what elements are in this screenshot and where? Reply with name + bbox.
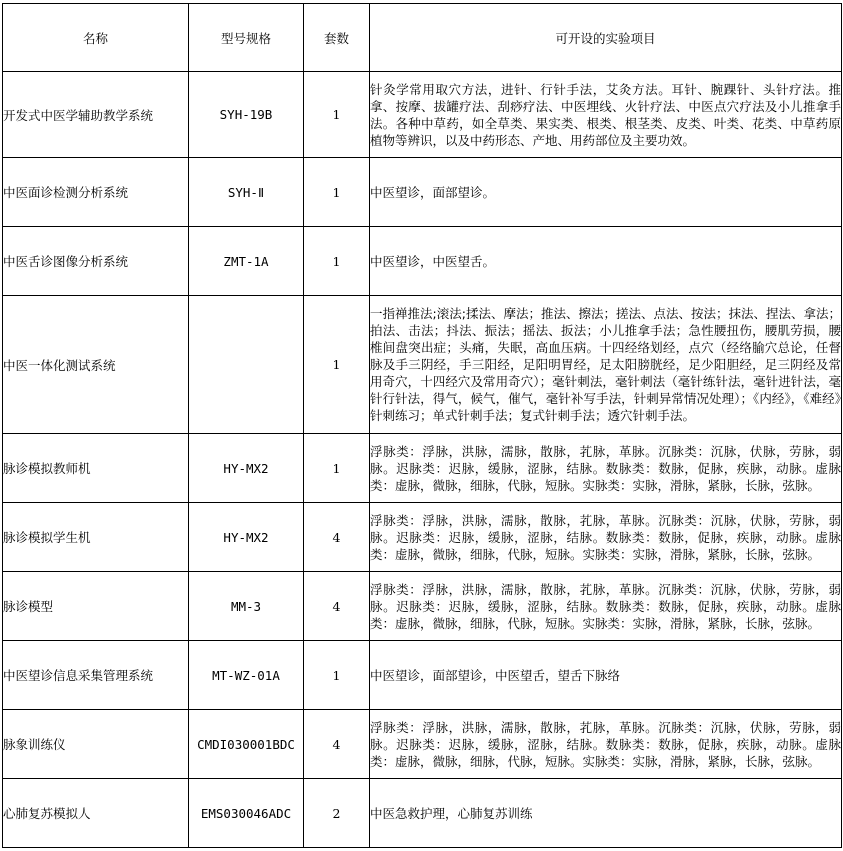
experiment-items: 中医急救护理，心肺复苏训练 (370, 779, 842, 848)
equipment-model: EMS030046ADC (189, 779, 304, 848)
equipment-sets: 4 (304, 710, 370, 779)
equipment-model: SYH-19B (189, 72, 304, 158)
header-row (3, 4, 842, 72)
equipment-sets: 1 (304, 296, 370, 434)
equipment-sets: 4 (304, 503, 370, 572)
table-row (3, 710, 842, 779)
table-row (3, 296, 842, 434)
equipment-sets: 1 (304, 158, 370, 227)
experiment-items: 一指禅推法;滚法;揉法、摩法；推法、擦法；搓法、点法、按法；抹法、捏法、拿法；拍法、击法；抖法、振法；摇法、扳法；小儿推拿手法；急性腰扭伤，腰肌劳损，腰椎间盘突出症；头痛，失眠，高血压病。十四经络划经，点穴（经络腧穴总论，任督脉及手三阴经，手三阳经，足阳明胃经，足太阳膀胱经，足少阳胆经，足三阴经及常用奇穴，十四经穴及常用奇穴）；毫针刺法，毫针刺法（毫针练针法，毫针进针法，毫针行针法，得气，候气，催气，毫针补写手法，针刺异常情况处理）；《内经》，《难经》针刺练习；单式针刺手法；复式针刺手法；透穴针刺手法。 (370, 296, 842, 434)
equipment-sets: 1 (304, 72, 370, 158)
header-name: 名称 (3, 4, 189, 72)
table-row (3, 572, 842, 641)
equipment-name: 中医望诊信息采集管理系统 (3, 641, 189, 710)
equipment-name: 中医面诊检测分析系统 (3, 158, 189, 227)
table-row (3, 434, 842, 503)
equipment-name: 脉象训练仪 (3, 710, 189, 779)
equipment-name: 脉诊模拟教师机 (3, 434, 189, 503)
experiment-items: 针灸学常用取穴方法，进针、行针手法，艾灸方法。耳针、腕踝针、头针疗法。推拿、按摩、拔罐疗法、刮痧疗法、中医埋线、火针疗法、中医点穴疗法及小儿推拿手法。各种中草药，如全草类、果实类、根类、根茎类、皮类、叶类、花类、中草药原植物等辨识，以及中药形态、产地、用药部位及主要功效。 (370, 72, 842, 158)
experiment-items: 中医望诊，面部望诊，中医望舌，望舌下脉络 (370, 641, 842, 710)
table-row (3, 158, 842, 227)
equipment-model: MT-WZ-01A (189, 641, 304, 710)
experiment-items: 浮脉类：浮脉，洪脉，濡脉，散脉，芤脉，革脉。沉脉类：沉脉，伏脉，劳脉，弱脉。迟脉类：迟脉，缓脉，涩脉，结脉。数脉类：数脉，促脉，疾脉，动脉。虚脉类：虚脉，微脉，细脉，代脉，短脉。实脉类：实脉，滑脉，紧脉，长脉，弦脉。 (370, 434, 842, 503)
equipment-sets: 1 (304, 434, 370, 503)
experiment-items: 中医望诊，中医望舌。 (370, 227, 842, 296)
table-row (3, 641, 842, 710)
equipment-name: 中医一体化测试系统 (3, 296, 189, 434)
equipment-model: HY-MX2 (189, 503, 304, 572)
equipment-sets: 1 (304, 227, 370, 296)
experiment-items: 浮脉类：浮脉，洪脉，濡脉，散脉，芤脉，革脉。沉脉类：沉脉，伏脉，劳脉，弱脉。迟脉类：迟脉，缓脉，涩脉，结脉。数脉类：数脉，促脉，疾脉，动脉。虚脉类：虚脉，微脉，细脉，代脉，短脉。实脉类：实脉，滑脉，紧脉，长脉，弦脉。 (370, 503, 842, 572)
equipment-name: 脉诊模拟学生机 (3, 503, 189, 572)
equipment-model (189, 296, 304, 434)
equipment-sets: 2 (304, 779, 370, 848)
equipment-name: 中医舌诊图像分析系统 (3, 227, 189, 296)
equipment-table (2, 3, 842, 848)
equipment-name: 心肺复苏模拟人 (3, 779, 189, 848)
equipment-model: CMDI030001BDC (189, 710, 304, 779)
equipment-model: SYH-Ⅱ (189, 158, 304, 227)
equipment-sets: 1 (304, 641, 370, 710)
equipment-model: ZMT-1A (189, 227, 304, 296)
equipment-sets: 4 (304, 572, 370, 641)
header-items: 可开设的实验项目 (370, 4, 842, 72)
table-row (3, 72, 842, 158)
experiment-items: 中医望诊，面部望诊。 (370, 158, 842, 227)
header-sets: 套数 (304, 4, 370, 72)
equipment-name: 脉诊模型 (3, 572, 189, 641)
equipment-model: MM-3 (189, 572, 304, 641)
header-model: 型号规格 (189, 4, 304, 72)
equipment-model: HY-MX2 (189, 434, 304, 503)
table-row (3, 227, 842, 296)
experiment-items: 浮脉类：浮脉，洪脉，濡脉，散脉，芤脉，革脉。沉脉类：沉脉，伏脉，劳脉，弱脉。迟脉类：迟脉，缓脉，涩脉，结脉。数脉类：数脉，促脉，疾脉，动脉。虚脉类：虚脉，微脉，细脉，代脉，短脉。实脉类：实脉，滑脉，紧脉，长脉，弦脉。 (370, 572, 842, 641)
table-row (3, 779, 842, 848)
table-row (3, 503, 842, 572)
equipment-name: 开发式中医学辅助教学系统 (3, 72, 189, 158)
experiment-items: 浮脉类：浮脉，洪脉，濡脉，散脉，芤脉，革脉。沉脉类：沉脉，伏脉，劳脉，弱脉。迟脉类：迟脉，缓脉，涩脉，结脉。数脉类：数脉，促脉，疾脉，动脉。虚脉类：虚脉，微脉，细脉，代脉，短脉。实脉类：实脉，滑脉，紧脉，长脉，弦脉。 (370, 710, 842, 779)
